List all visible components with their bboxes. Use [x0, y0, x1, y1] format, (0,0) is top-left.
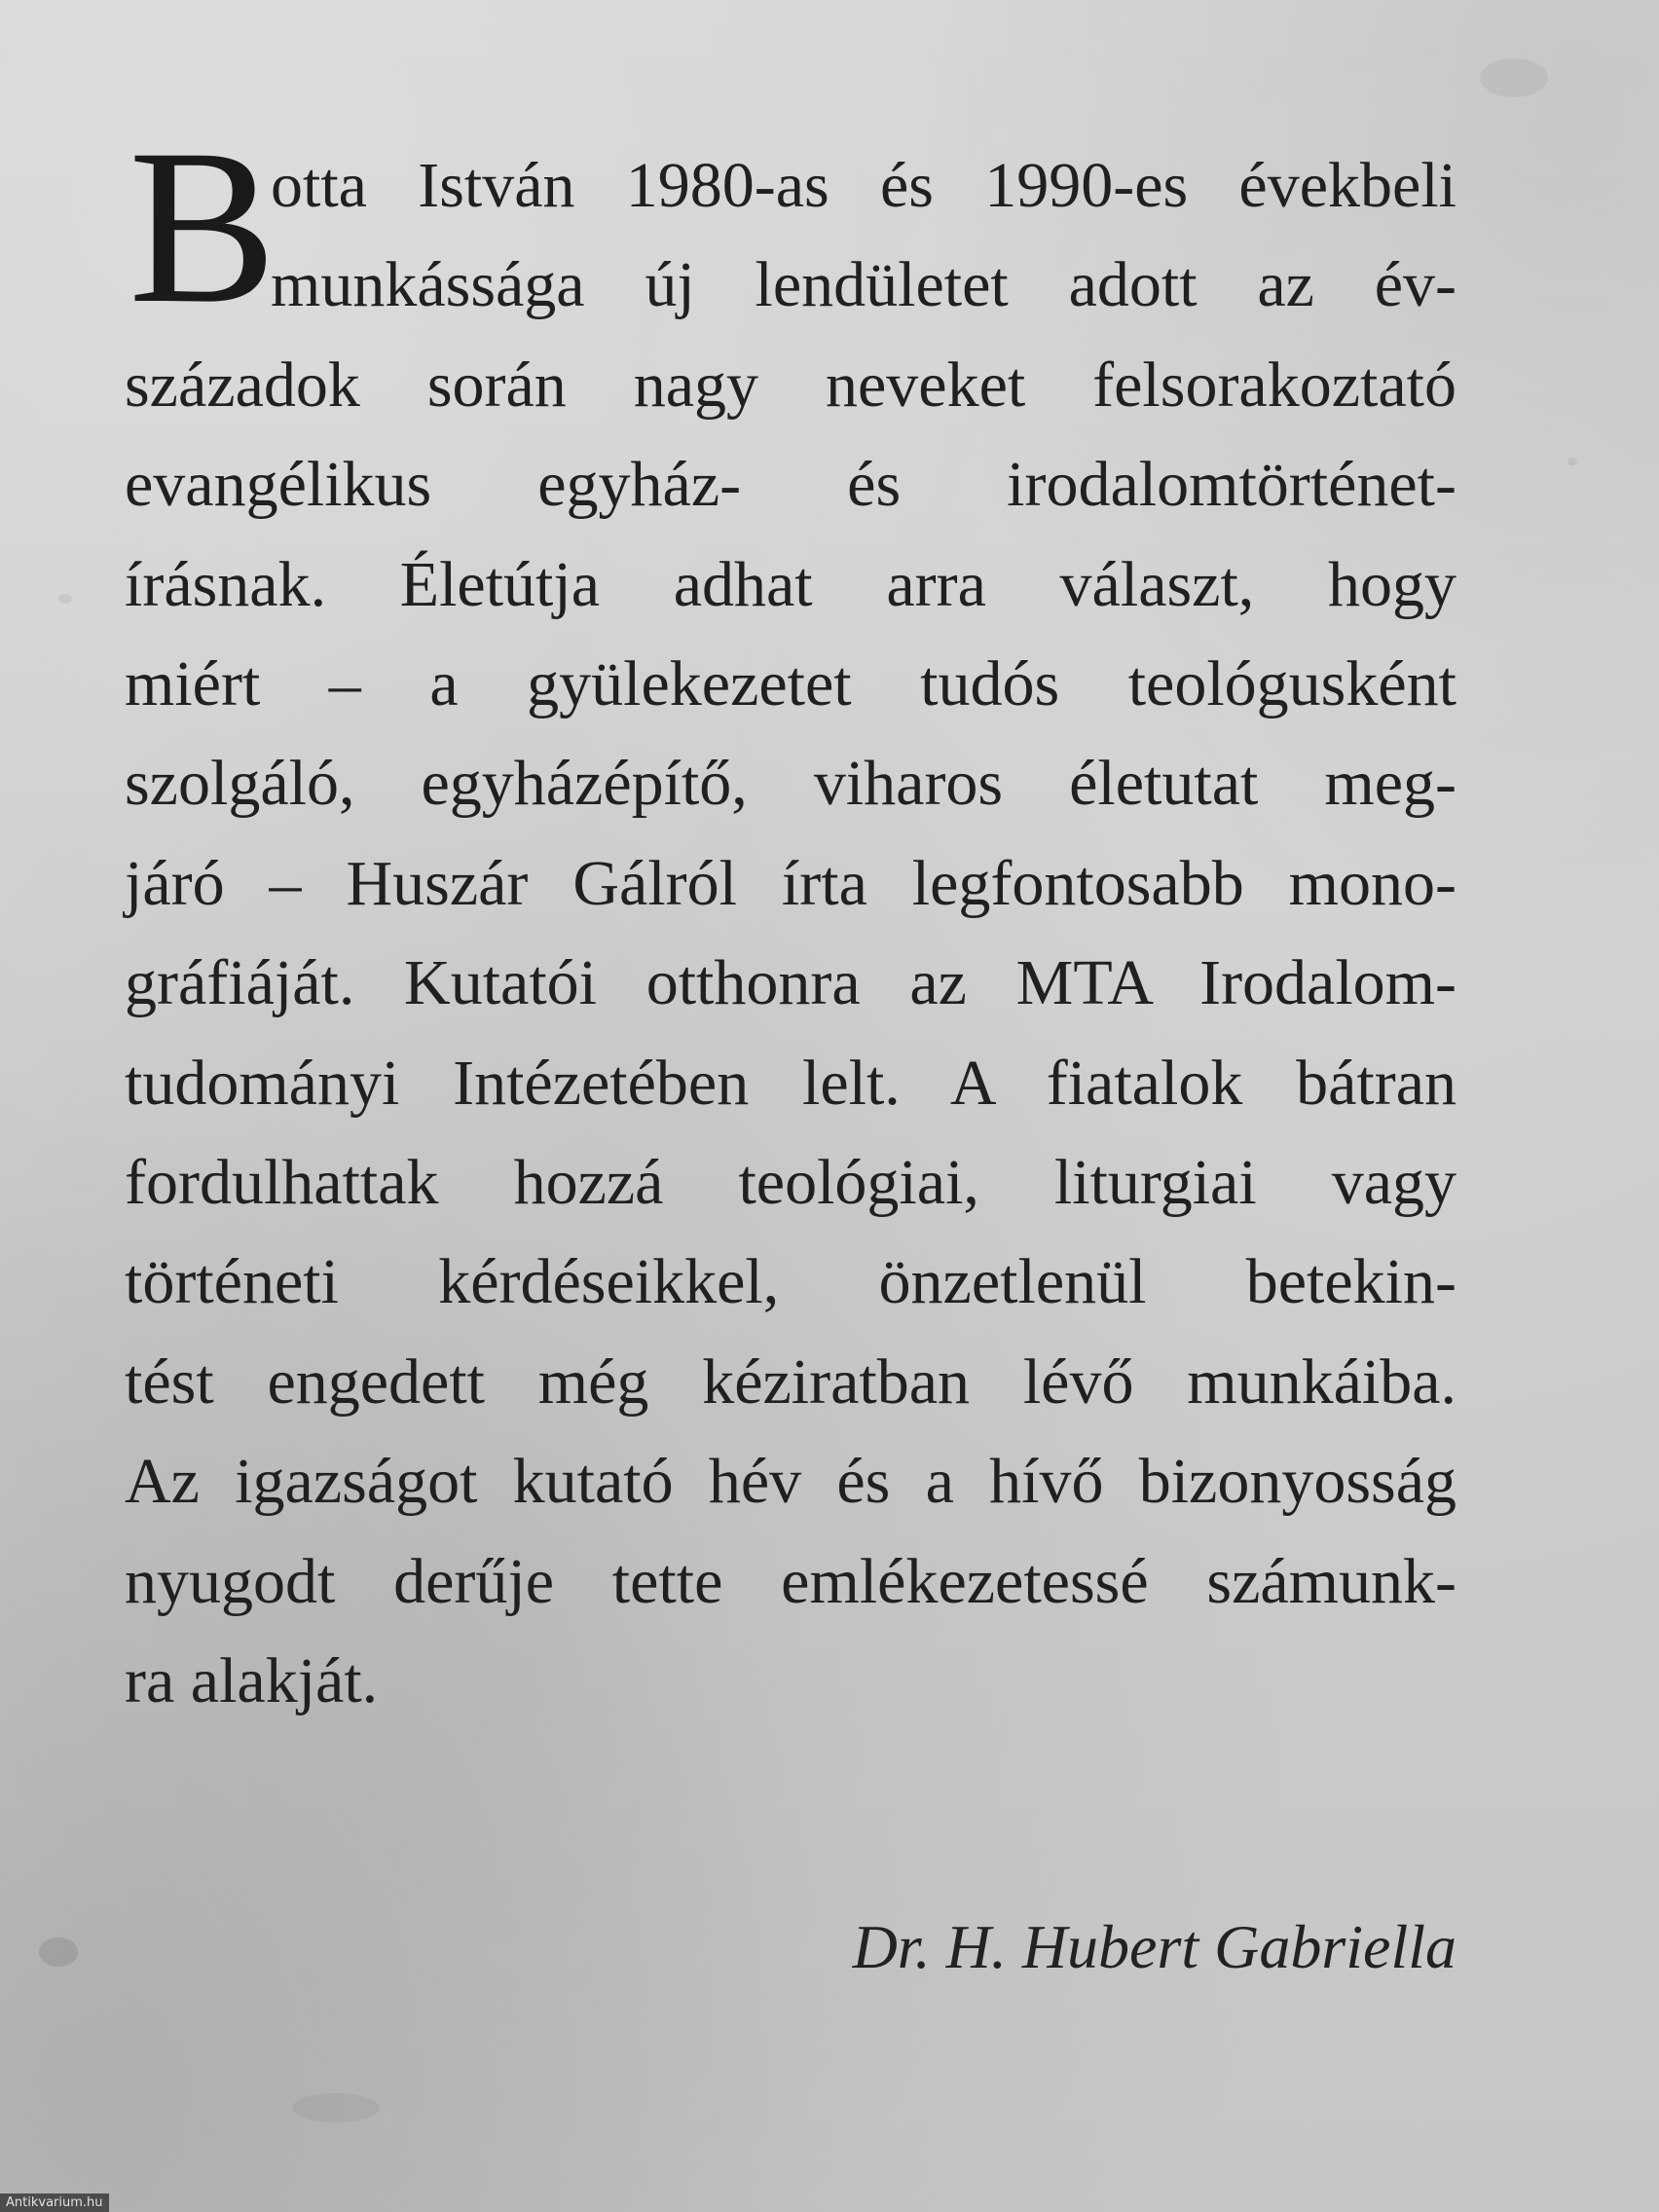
text-line: szolgáló, egyházépítő, viharos életutat meg- — [125, 748, 1456, 820]
article-body — [125, 104, 1456, 1732]
paper-speck — [1567, 458, 1577, 465]
paper-speck — [1480, 58, 1548, 97]
drop-cap: B — [129, 104, 277, 350]
author-signature: Dr. H. Hubert Gabriella — [852, 1912, 1456, 1981]
text-line: gráfiáját. Kutatói otthonra az MTA Irodalom- — [125, 947, 1456, 1019]
text-line: történeti kérdéseikkel, önzetlenül betekin- — [125, 1246, 1456, 1318]
text-line: járó – Huszár Gálról írta legfontosabb mono- — [125, 847, 1456, 919]
paper-speck — [58, 594, 72, 604]
text-line: századok során nagy neveket felsorakoztató — [125, 349, 1456, 421]
text-line: miért – a gyülekezetet tudós teológusként — [125, 648, 1456, 720]
text-line: Az igazságot kutató hév és a hívő bizonyosság — [125, 1446, 1456, 1518]
text-line: írásnak. Életútja adhat arra választ, hogy — [125, 548, 1456, 620]
text-line: fordulhattak hozzá teológiai, liturgiai vagy — [125, 1147, 1456, 1219]
text-line: munkássága új lendületet adott az év- — [271, 249, 1456, 321]
paper-speck — [39, 1937, 78, 1967]
text-line: ra alakját. — [125, 1645, 379, 1717]
text-line: nyugodt derűje tette emlékezetessé számunk- — [125, 1545, 1456, 1617]
site-watermark: Antikvarium.hu — [0, 2194, 109, 2212]
paper-speck — [292, 2093, 380, 2122]
text-line: tést engedett még kéziratban lévő munkáiba. — [125, 1346, 1456, 1418]
text-line: evangélikus egyház- és irodalomtörténet- — [125, 449, 1456, 521]
text-line: otta István 1980-as és 1990-es évekbeli — [271, 150, 1456, 221]
text-line: tudományi Intézetében lelt. A fiatalok bátran — [125, 1047, 1456, 1119]
